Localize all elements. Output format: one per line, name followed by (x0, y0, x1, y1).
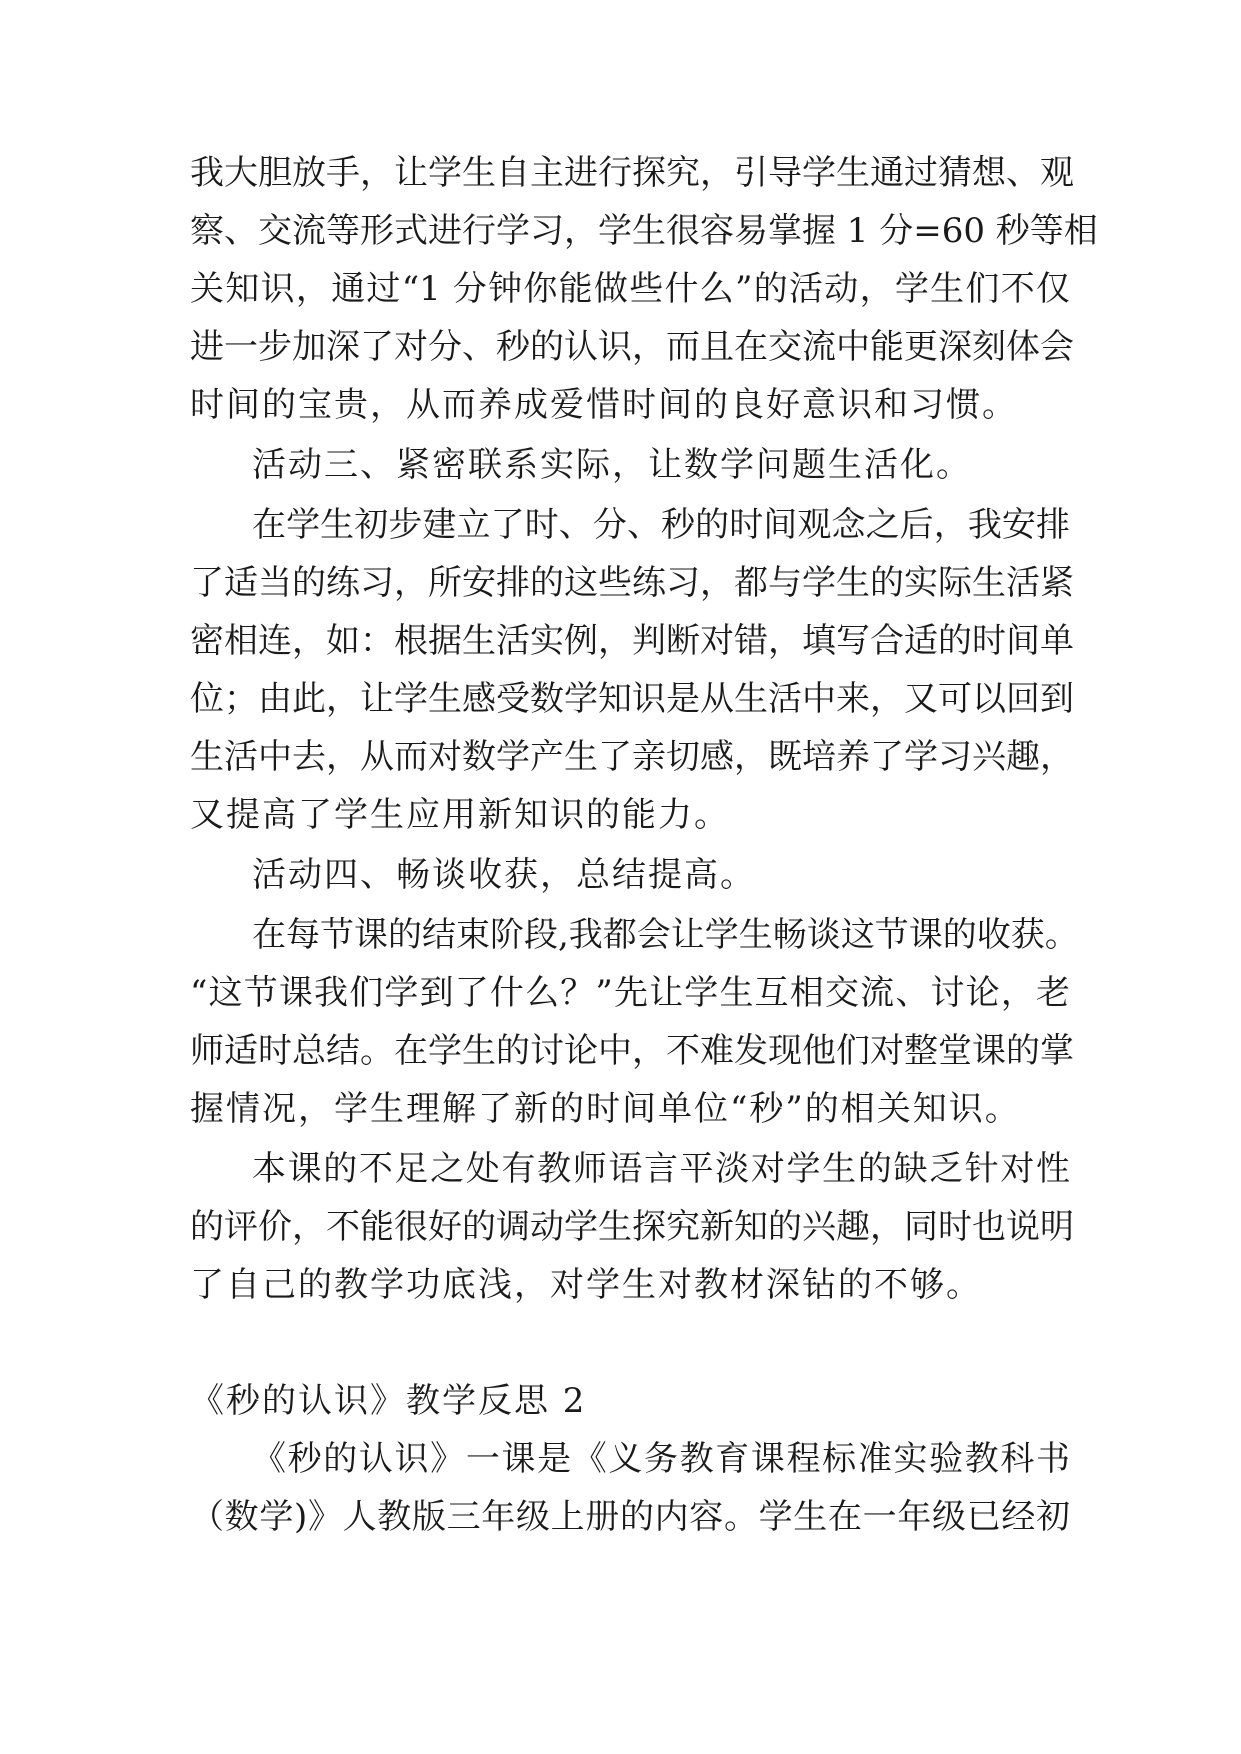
text-line: 了自己的教学功底浅，对学生对教材深钻的不够。 (190, 1265, 982, 1305)
text-line: 《秒的认识》一课是《义务教育课程标准实验教科书 (252, 1439, 1070, 1479)
text-line: 了适当的练习，所安排的这些练习，都与学生的实际生活紧 (190, 563, 1074, 603)
text-line: 握情况，学生理解了新的时间单位“秒”的相关知识。 (190, 1089, 1021, 1129)
text-line: 位；由此，让学生感受数学知识是从生活中来，又可以回到 (190, 679, 1074, 719)
text-line: 关知识，通过“1 分钟你能做些什么”的活动，学生们不仅 (190, 269, 1070, 309)
text-line: 我大胆放手，让学生自主进行探究，引导学生通过猜想、观 (190, 153, 1074, 193)
text-line: 密相连，如：根据生活实例，判断对错，填写合适的时间单 (190, 621, 1074, 661)
section-heading: 活动四、畅谈收获，总结提高。 (252, 855, 756, 895)
text-line: 时间的宝贵，从而养成爱惜时间的良好意识和习惯。 (190, 385, 1018, 425)
section-title: 《秒的认识》教学反思 2 (190, 1381, 587, 1421)
section-heading: 活动三、紧密联系实际，让数学问题生活化。 (252, 445, 972, 485)
text-line: 生活中去，从而对数学产生了亲切感，既培养了学习兴趣， (190, 737, 1074, 777)
text-line: 在每节课的结束阶段,我都会让学生畅谈这节课的收获。 (252, 915, 1079, 955)
text-line: “这节课我们学到了什么？”先让学生互相交流、讨论，老 (190, 973, 1070, 1013)
text-line: 本课的不足之处有教师语言平淡对学生的缺乏针对性 (252, 1149, 1070, 1189)
text-line: （数学)》人教版三年级上册的内容。学生在一年级已经初 (190, 1497, 1070, 1537)
text-line: 察、交流等形式进行学习，学生很容易掌握 1 分=60 秒等相 (190, 211, 1098, 251)
text-line: 进一步加深了对分、秒的认识，而且在交流中能更深刻体会 (190, 327, 1074, 367)
text-line: 的评价，不能很好的调动学生探究新知的兴趣，同时也说明 (190, 1207, 1074, 1247)
text-line: 师适时总结。在学生的讨论中，不难发现他们对整堂课的掌 (190, 1031, 1074, 1071)
text-line: 又提高了学生应用新知识的能力。 (190, 795, 730, 835)
text-line: 在学生初步建立了时、分、秒的时间观念之后，我安排 (252, 505, 1070, 545)
